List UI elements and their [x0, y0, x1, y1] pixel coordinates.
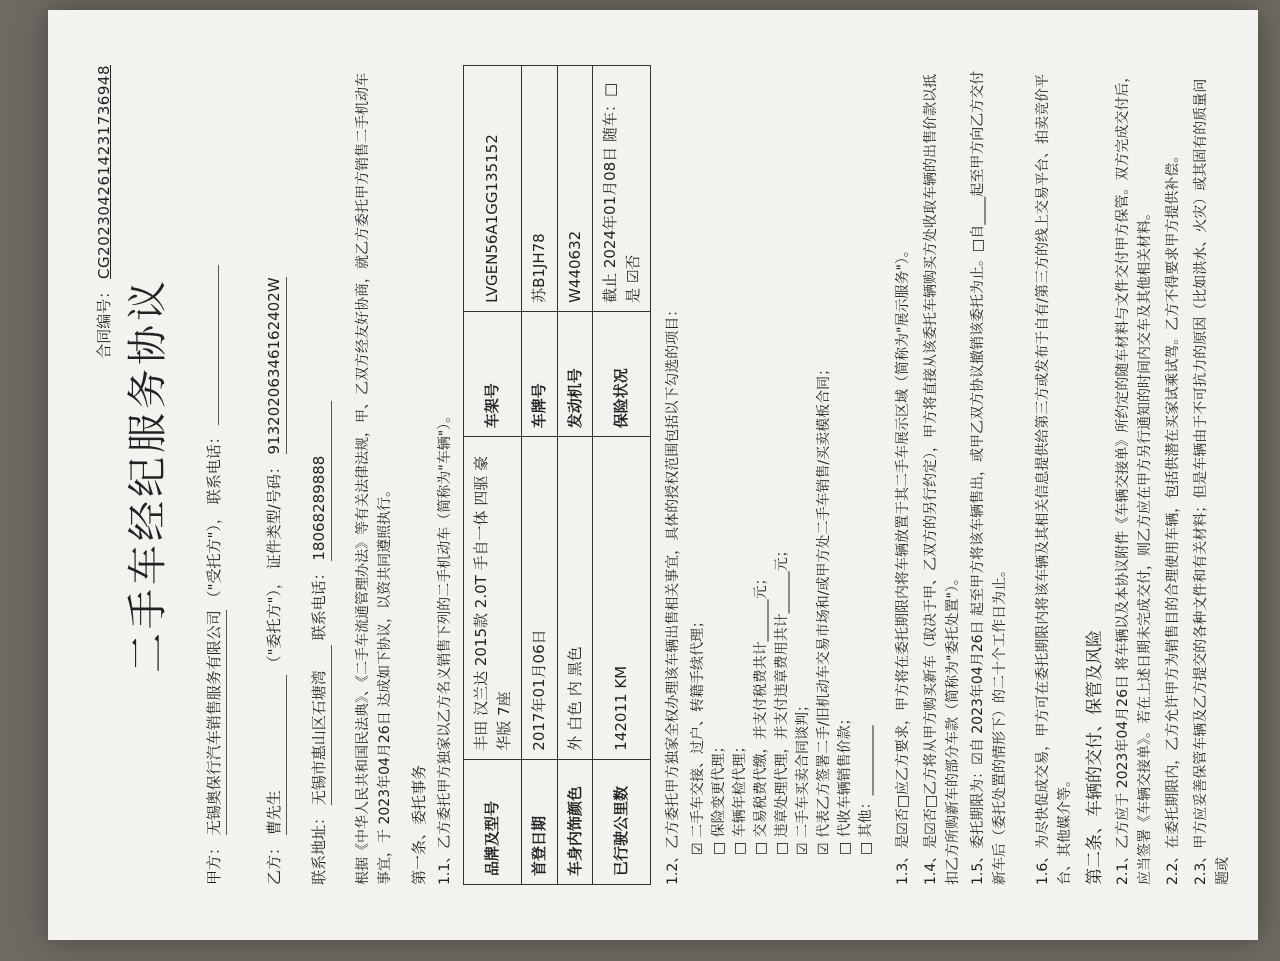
checklist-item: □ 代收车辆销售价款； [837, 711, 853, 855]
party-a-phone-blank [218, 265, 219, 425]
table-cell: 车身内饰颜色 [557, 759, 593, 884]
checklist-item: ☑ 二手车买卖合同谈判； [795, 697, 811, 855]
address-value: 无锡市惠山区石塘湾 [308, 645, 332, 805]
contract-number [93, 65, 116, 359]
table-cell: 丰田 汉兰达 2015款 2.0T 手自一体 四驱 豪华版 7座 [464, 437, 522, 759]
party-b [263, 65, 287, 885]
item-1-2: 1.2、乙方委托甲方独家全权办理该车辆出售相关事宜，具体的授权范围包括以下勾选的项目： [665, 302, 681, 885]
table-row [557, 66, 593, 885]
table-cell: 保险状况 [593, 311, 651, 436]
party-b-role: （"委托方"）， [265, 574, 283, 671]
item-2-3: 2.3、甲方应妥善保管车辆及乙方提交的各种文件和有关材料；但是车辆由于不可抗力的原因（比如洪水、火灾）或其固有的质量问题或 [1193, 78, 1231, 885]
table-cell: 外 白色 内 黑色 [557, 437, 593, 759]
party-a [203, 65, 227, 885]
item-1-1: 1.1、乙方委托甲方独家以乙方名义销售下列的二手机动车（简称为"车辆"）。 [437, 408, 453, 885]
table-row [593, 66, 651, 885]
section-1-title: 第一条、委托事务 [410, 764, 428, 885]
address-phone-label: 联系电话： [310, 565, 328, 641]
table-cell: 车架号 [464, 311, 522, 436]
rotated-document [63, 25, 1243, 925]
checklist-item: ☑ 二手车交接、过户、转籍手续代理； [690, 614, 706, 855]
checklist-item: □ 其他：__________ [858, 725, 874, 855]
checklist-item: □ 保险变更代理； [711, 739, 727, 855]
section-2-title: 第二条、车辆的交付、保管及风险 [1085, 630, 1105, 885]
intro-paragraph: 根据《中华人民共和国民法典》、《二手车流通管理办法》等有关法律法规，甲、乙双方经友好协商，就乙方委托甲方销售二手机动车事宜，于 2023年04月26日 达成如下协议，以资共同遵照执行。 [355, 73, 393, 885]
address-phone: 18068289888 [308, 401, 332, 561]
vehicle-table [463, 65, 651, 885]
document-title: 二手车经纪服务协议 [125, 277, 171, 673]
paper-sheet [48, 10, 1258, 940]
address-label: 联系地址： [310, 809, 328, 885]
item-2-1: 2.1、乙方应于 2023年04月26日 将车辆以及本协议附件《车辆交接单》所约定的随车材料与文件交付甲方保管。双方完成交付后，应当签署《车辆交接单》。若在上述日期未完成交付，则乙方应在甲方另行通知的时间内交车及其他相关材料。 [1115, 68, 1153, 885]
party-b-id-label: 证件类型/号码： [265, 459, 283, 570]
table-cell: 已行驶公里数 [593, 759, 651, 884]
address-row [308, 65, 332, 885]
checklist-item: □ 违章处理代理，并支付违章费用共计______元； [774, 543, 790, 855]
contract-number-value: CG20230426142317369​48 [95, 65, 113, 279]
party-b-id: 91320206346162402W [263, 277, 287, 454]
party-b-name: 曹先生 [263, 675, 287, 835]
party-a-role: （"受托方"）， [205, 509, 223, 606]
table-cell: 苏B1JH78 [522, 66, 558, 312]
authorization-checklist [688, 65, 877, 855]
table-cell: 品牌及型号 [464, 759, 522, 884]
table-cell: 截止 2024年01月08日 随车：□是 ☑否 [593, 66, 651, 312]
checklist-item: ☑ 代表乙方签署二手/旧机动车交易市场和/或甲方处二手车销售/买卖模板合同； [816, 361, 832, 855]
party-a-phone-label: 联系电话： [205, 429, 223, 505]
party-b-label: 乙方： [265, 839, 283, 885]
item-1-5: 1.5、委托期限为：☑自 2023年04月26日 起至甲方将该车辆售出，或甲乙双方协议撤销该委托为止。□自____起至甲方向乙方交付新车后（委托处置的情形下）的二十个工作日为止。 [970, 70, 1008, 885]
vehicle-table-wrap [463, 65, 651, 885]
table-cell: LVGEN56A1GG135152 [464, 66, 522, 312]
table-cell: 首登日期 [522, 759, 558, 884]
checklist-item: □ 交易税费代缴，并支付税费共计______元； [753, 571, 769, 855]
checklist-item: □ 车辆年检代理； [732, 739, 748, 855]
table-row [522, 66, 558, 885]
item-1-6: 1.6、为尽快促成交易，甲方可在委托期限内将该车辆及其相关信息提供给第三方或发布于自有/第三方的线上交易平台、拍卖竞价平台、其他媒介等。 [1035, 74, 1073, 885]
party-a-label: 甲方： [205, 839, 223, 885]
table-cell: 142011 KM [593, 437, 651, 759]
table-cell: 2017年01月06日 [522, 437, 558, 759]
party-a-name: 无锡奥保行汽车销售服务有限公司 [203, 610, 227, 835]
item-1-3: 1.3、是☑否□应乙方要求，甲方将在委托期限内将车辆放置于其二手车展示区域（简称为"展示服务"）。 [895, 243, 911, 885]
table-cell: W440632 [557, 66, 593, 312]
item-2-2: 2.2、在委托期限内，乙方允许甲方为销售目的合理使用车辆，包括供潜在买家试乘试驾。乙方不得要求甲方提供补偿。 [1165, 148, 1181, 885]
item-1-4: 1.4、是☑否□乙方将从甲方购买新车（取决于甲、乙双方的另行约定），甲方将直接从该委托车辆购买方处收取车辆的出售价款以抵扣乙方所购新车的部分车款（简称为"委托处置"）。 [923, 73, 961, 885]
table-row [464, 66, 522, 885]
contract-number-label: 合同编号： [95, 283, 113, 359]
table-cell: 车牌号 [522, 311, 558, 436]
table-cell: 发动机号 [557, 311, 593, 436]
